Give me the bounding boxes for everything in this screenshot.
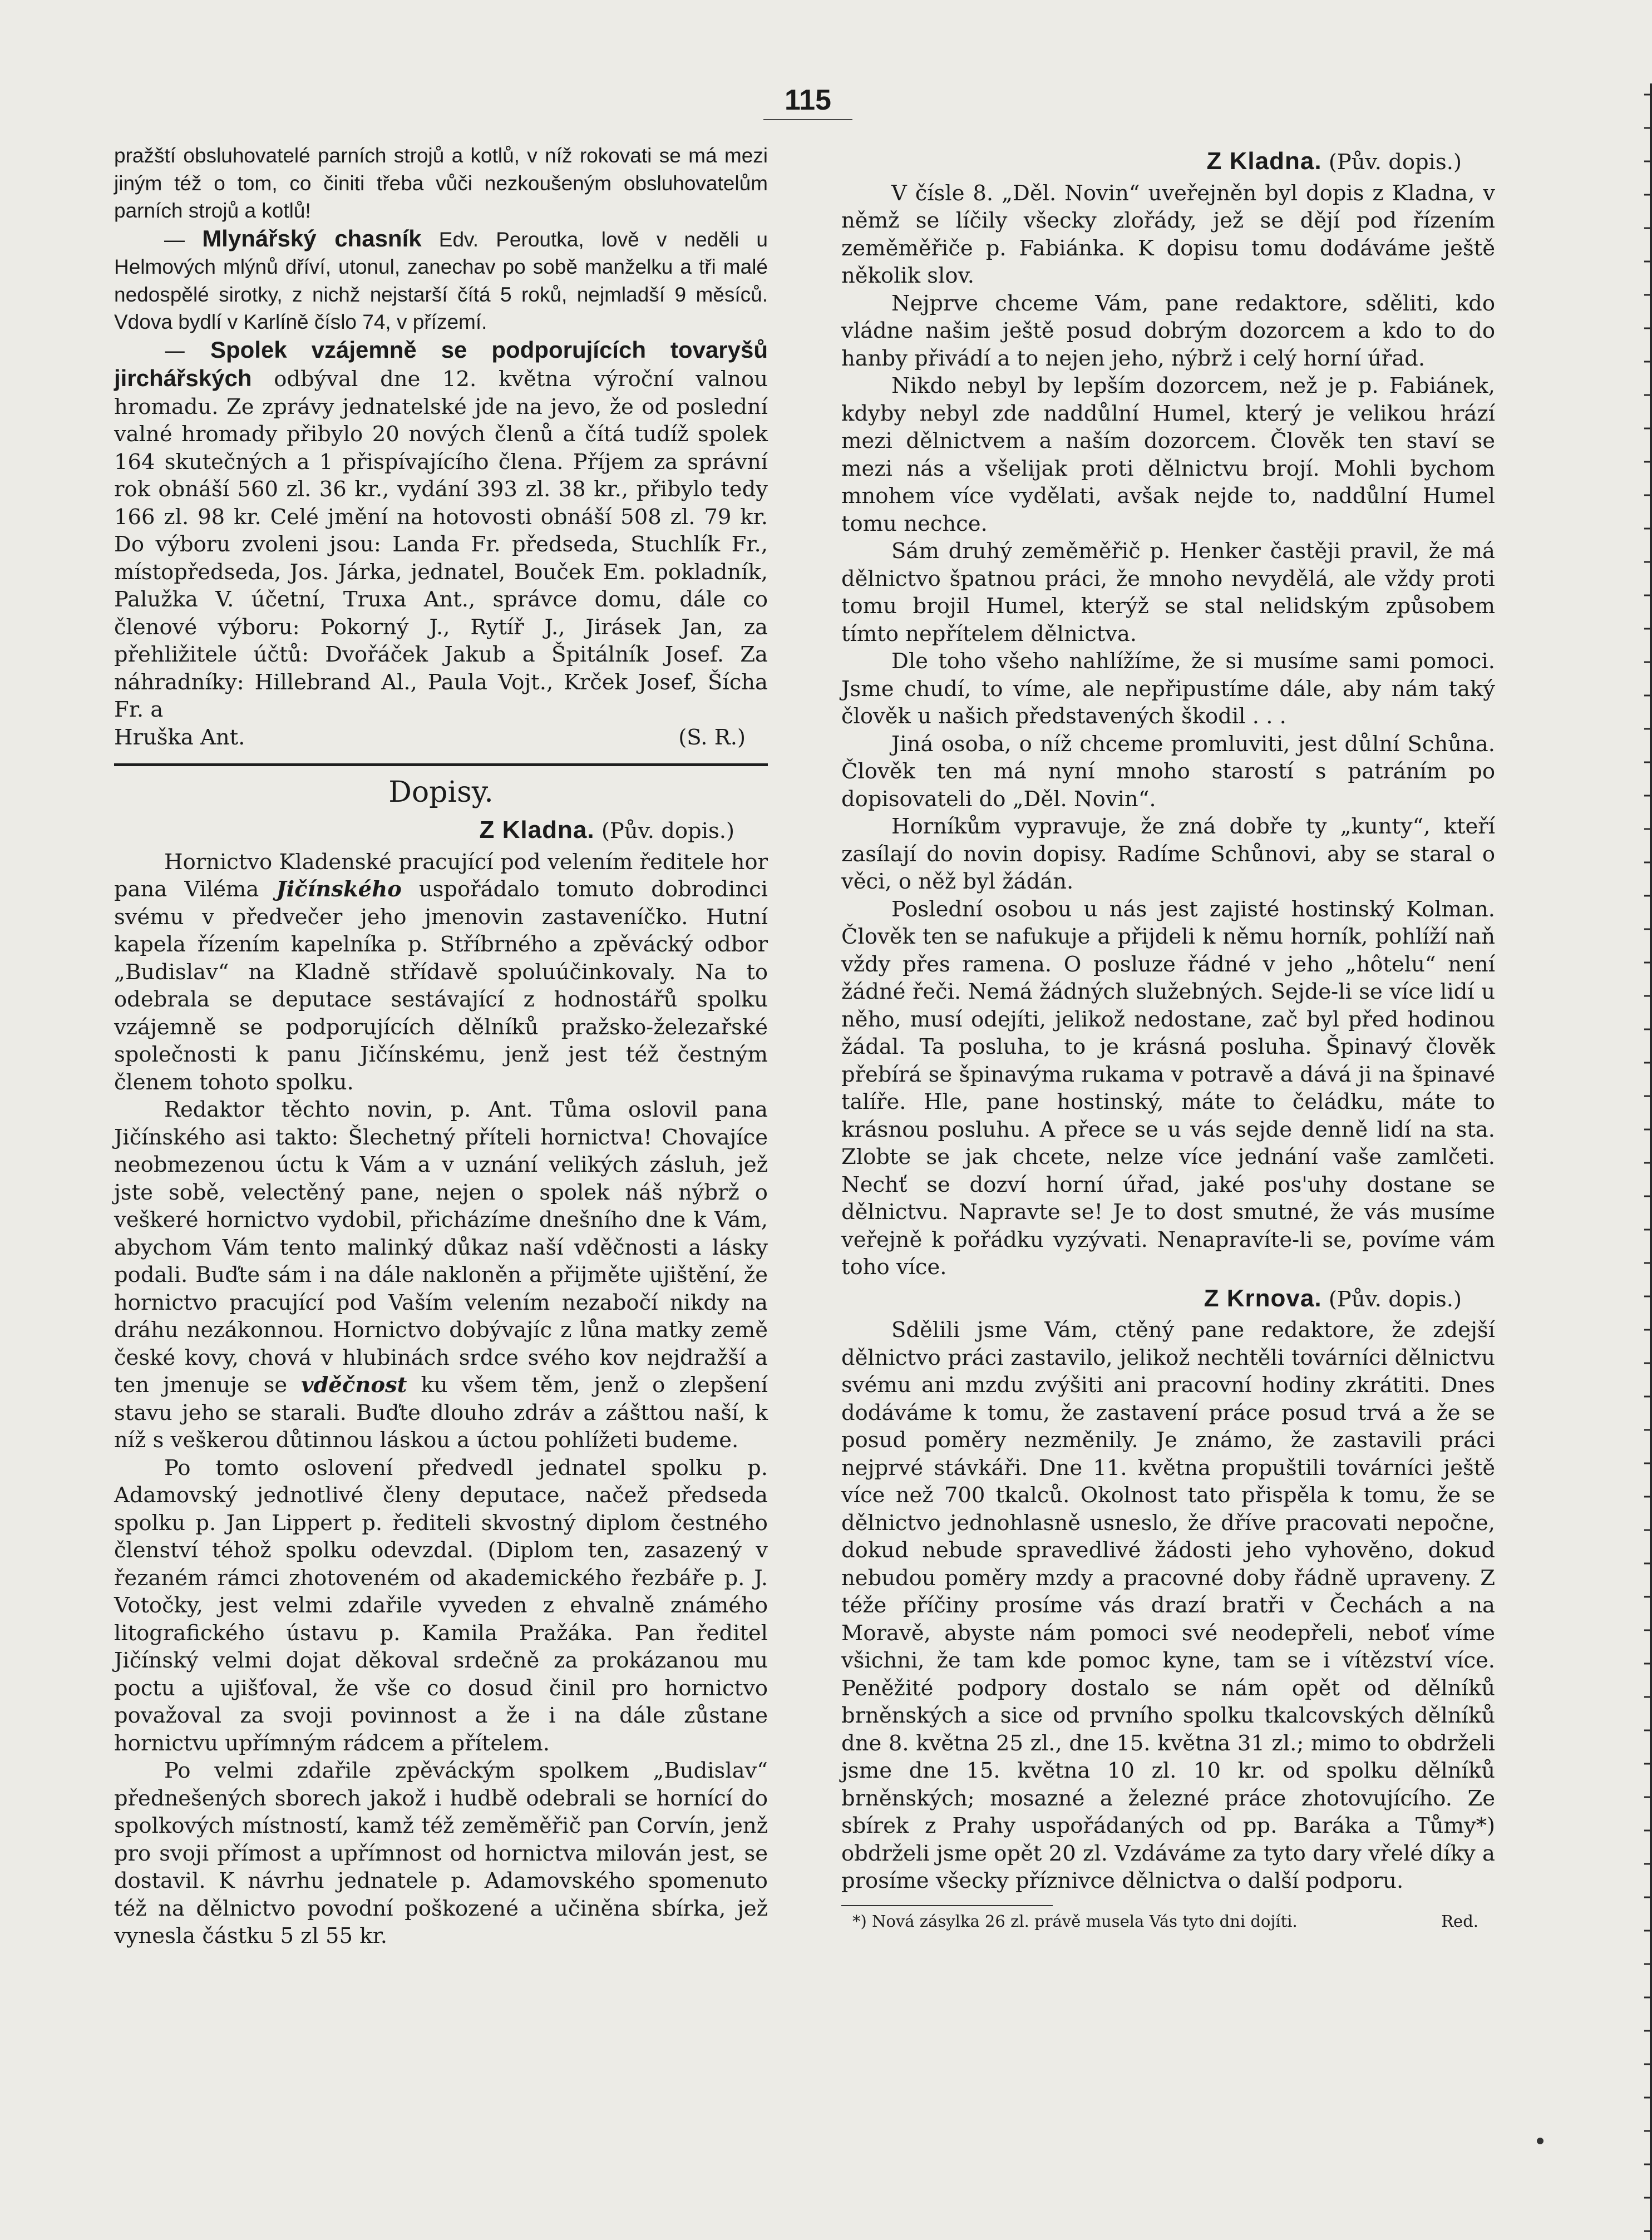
text-span: Redaktor těchto novin, p. Ant. Tůma oslovil pana Jičínského asi takto: Šlechetný příteli hornictva! Chovajíce neobmezenou úctu k Vám a v uznání velikých zásluh, jež jste sobě, velectěný pane, nejen o spolek náš nýbrž o veškeré hornictvo vydobil, přicházíme dnešního dne k Vám, abychom Vám tento malinký důkaz naší vděčnosti a lásky podali. Buďte sám i na dále nakloněn a přijměte ujištění, že hornictvo pracující pod Vaším velením nezabočí nikdy na dráhu nezákonnou. Hornictvo dobývajíc z lůna matky země české kovy, chová v hlubinách srdce svého kov nejdražší a ten jmenuje se (114, 1097, 768, 1398)
text-span: Hornictvo Kladenské pracující pod velením ředitele hor pana Viléma (114, 849, 768, 902)
ink-speck (1537, 2138, 1543, 2144)
letter-dateline-kladno-1 (114, 816, 768, 845)
news-headline-society: Spolek vzájemně se podporujících tovaryšů jirchářských (114, 336, 768, 391)
dateline-place: Z Kladna. (479, 816, 595, 843)
news-item-society (114, 336, 768, 724)
emphasized-word: vděčnost (301, 1373, 407, 1398)
news-dash: — (164, 338, 211, 363)
news-item-miller (114, 225, 768, 336)
emphasized-name: Jičínského (276, 877, 402, 902)
letter2-paragraph-2: Nejprve chceme Vám, pane redaktore, sděliti, kdo vládne našim ještě posud dobrým dozorcem a kdo to do hanby přivádí a to nejen jeho, nýbrž i celý horní úřad. (841, 290, 1495, 371)
dateline-place: Z Kladna. (1206, 147, 1322, 175)
text-span: ku všem těm, jenž o zlepšení stavu jeho se starali. Buďte dlouho zdráv a zášttou naší, k níž s veškerou důtinnou láskou a úctou pohlížeti budeme. (114, 1373, 768, 1453)
letter1-paragraph-3: Po tomto oslovení předvedl jednatel spolku p. Adamovský jednotlivé členy deputace, načež předseda spolku p. Jan Lippert p. řediteli skvostný diplom čestného členství téhož spolku odevzdal. (Diplom ten, zasazený v řezaném rámci zhotoveném od akademického řezbáře p. J. Votočky, jest velmi zdařile vyveden z ehvalně známého litografického ústavu p. Kamila Pražáka. Pan ředitel Jičínský velmi dojat děkoval srdečně za prokázanou mu poctu a ujišťoval, že vše co dosud činil pro hornictvo považoval za svoji povinnost a že i na dále zůstane hornictvu upřímným rádcem a přítelem. (114, 1455, 768, 1756)
letter2-paragraph-4: Sám druhý zeměměřič p. Henker častěji pravil, že má dělnictvo špatnou práci, že mnoho nevydělá, ale vždy proti tomu brojil Humel, kterýž se stal nelidským způsobem tímto nepřítelem dělnictva. (841, 539, 1495, 647)
news-dash: — (164, 228, 203, 251)
text-span: uspořádalo tomuto dobrodinci svému v předvečer jeho jmenovin zastaveníčko. Hutní kapela řízením kapelníka p. Stříbrného a zpěvácký odbor „Budislav“ na Kladně střídavě spoluúčinkovaly. Na to odebrala se deputace sestávající z hodnostářů spolku vzájemně se podporujících dělníků pražsko-železařské společnosti k panu Jičínskému, jenž jest též čestným členem tohoto spolku. (114, 877, 768, 1095)
section-divider (114, 763, 768, 766)
news-signature: (S. R.) (678, 724, 746, 750)
footnote-text: *) Nová zásylka 26 zl. právě musela Vás tyto dni dojíti. (852, 1911, 1298, 1931)
news-body-society: odbýval dne 12. května výroční valnou hromadu. Ze zprávy jednatelské jde na jevo, že od poslední valné hromady přibylo 20 nových členů a čítá tudíž spolek 164 skutečných a 1 přispívajícího člena. Příjem za správní rok obnáší 560 zl. 36 kr., vydání 393 zl. 38 kr., přibylo tedy 166 zl. 98 kr. Celé jmění na hotovosti obnáší 508 zl. 79 kr. Do výboru zvoleni jsou: Landa Fr. předseda, Stuchlík Fr., místopředseda, Jos. Járka, jednatel, Bouček Em. pokladník, Palužka V. účetní, Truxa Ant., správce domu, dále co členové výboru: Pokorný J., Rytíř J., Jirásek Jan, za přehližitele účtů: Dvořáček Jakub a Špitálník Josef. Za náhradníky: Hillebrand Al., Paula Vojt., Krček Josef, Šícha Fr. a (114, 367, 768, 722)
page-number: 115 (763, 83, 852, 120)
news-intro-text: pražští obsluhovatelé parních strojů a kotlů, v níž rokovati se má mezi jiným též o tom, co činiti třeba vůči nezkoušeným obsluhovatelům parních strojů a kotlů! (114, 144, 768, 222)
letter1-paragraph-1 (114, 848, 768, 1097)
footnote-rule (841, 1905, 1053, 1906)
dateline-place: Z Krnova. (1204, 1284, 1322, 1312)
letter3-paragraph-1: Sdělili jsme Vám, ctěný pane redaktore, že zdejší dělnictvo práci zastavilo, jelikož nechtěli továrníci dělnictvu svému ani mzdu zvýšiti ani pracovní hodiny zkrátiti. Dnes dodáváme k tomu, že zastavení práce posud trvá a že se posud poměry nezměnily. Je známo, že zastavili práci nejprvé stávkáři. Dne 11. května propuštili továrníci ještě více než 700 tkalců. Okolnost tato přispěla k tomu, že se dělnictvo jednohlasně usneslo, že dříve pracovati nepočne, dokud nebude spravedlivé žádosti jeho vyhověno, dokud nebudou poměry mzdy a pracovné doby řádně upraveny. Z téže příčiny prosíme vás drazí bratři v Čechách a na Moravě, abyste nám pomoci své neodepřeli, neboť víme všichni, že tam kde pomoc kyne, tam se i vítězství více. Peněžité podpory dostalo se nám opět od dělníků brněnských a sice od prvního spolku tkalcovských dělníků dne 8. května 25 zl., dne 15. května 31 zl.; mimo to obdrželi jsme dne 15. května 10 zl. 10 kr. od spolku dělníků brněnských; mosazné a železné práce zhotovujícího. Ze sbírek z Prahy uspořádaných od pp. Baráka a Tůmy*) obdrželi jsme opět 20 zl. Vzdáváme za tyto dary vřelé díky a prosíme všecky příznivce dělnictva o další podporu. (841, 1318, 1495, 1893)
letter2-paragraph-6: Jiná osoba, o níž chceme promluviti, jest důlní Schůna. Člověk ten má nyní mnoho starostí s patráním po dopisovateli do „Děl. Novin“. (841, 731, 1495, 812)
letter2-paragraph-7: Horníkům vypravuje, že zná dobře ty „kunty“, kteří zasílají do novin dopisy. Radíme Schůnovi, aby se staral o věci, o něž byl žádán. (841, 814, 1495, 894)
letter2-paragraph-5: Dle toho všeho nahlížíme, že si musíme sami pomoci. Jsme chudí, to víme, ale nepřipustíme dále, aby nám taký člověk u našich představených škodil . . . (841, 649, 1495, 729)
letter2-paragraph-8: Poslední osobou u nás jest zajisté hostinský Kolman. Člověk ten se nafukuje a přijdeli k němu horník, pohlíží naň vždy přes ramena. O posluze řádné v jeho „hôtelu“ není žádné řeči. Nemá žádných služebných. Sejde-li se více lidí u něho, musí odejíti, jelikož nedostane, zač byl před hodinou žádal. Ta posluha, to je krásná posluha. Špinavý člověk přebírá se špinavýma rukama v potravě a dává ji na špinavé talíře. Hle, pane hostinský, máte to čeládku, máte to krásnou posluhu. A přece se u vás sejde denně lidí na sta. Zlobte se jak chcete, nelze více jednání vaše zamlčeti. Nechť se dozví horní úřad, jaké pos'uhy dostane se dělnictvu. Napravte se! Je to dost smutné, že vás musíme veřejně k pořádku vyzývati. Nenapravíte-li se, povíme vám toho více. (841, 896, 1495, 1280)
letter1-paragraph-2 (114, 1096, 768, 1454)
letter-dateline-krnov (841, 1285, 1495, 1314)
right-column (841, 142, 1495, 1932)
letter2-paragraph-1: V čísle 8. „Děl. Novin“ uveřejněn byl dopis z Kladna, v němž se líčily všecky zlořády, jež se dějí pod řízením zeměměřiče p. Fabiánka. K dopisu tomu dodáváme ještě několik slov. (841, 180, 1495, 288)
left-column (114, 142, 768, 1950)
news-intro (114, 142, 768, 225)
letter2-paragraph-3: Nikdo nebyl by lepším dozorcem, než je p. Fabiánek, kdyby nebyl zde naddůlní Humel, který je velikou hrází mezi dělnictvem a naším dozorcem. Člověk ten staví se mezi nás a všelijak proti dělnictvu brojí. Mohli bychom mnohem více vydělati, avšak nejde to, naddůlní Humel tomu nechce. (841, 373, 1495, 536)
news-body-miller: Edv. Peroutka, lově v neděli u Helmových mlýnů dříví, utonul, zanechav po sobě manželku a tři malé nedospělé sirotky, z nichž nejstarší čítá 5 roků, nejmladší 9 měsíců. Vdova bydlí v Karlíně číslo 74, v přízemí. (114, 228, 768, 333)
section-title: Dopisy. (388, 776, 494, 809)
dateline-note: (Pův. dopis.) (601, 818, 734, 843)
news-last-line: Hruška Ant. (114, 724, 245, 750)
letter1-paragraph-4: Po velmi zdařile zpěváckým spolkem „Budislav“ přednešených sborech jakož i hudbě odebrali se hornící do spolkových místností, kamž též zeměměřič pan Corvín, jenž pro svoji přímost a upřímnost od hornictva milován jest, se dostavil. K návrhu jednatele p. Adamovského spomenuto též na dělnictvo povodní poškozené a učiněna sbírka, jež vynesla částku 5 zl 55 kr. (114, 1758, 768, 1948)
footnote (841, 1911, 1495, 1932)
dateline-note: (Pův. dopis.) (1328, 150, 1462, 175)
news-headline-miller: Mlynářský chasník (202, 225, 422, 251)
footnote-signature: Red. (1441, 1911, 1478, 1931)
news-signoff (114, 724, 768, 752)
edge-ruler-marks (1638, 83, 1652, 2240)
dateline-note: (Pův. dopis.) (1328, 1286, 1462, 1312)
letter-dateline-kladno-2 (841, 147, 1495, 176)
